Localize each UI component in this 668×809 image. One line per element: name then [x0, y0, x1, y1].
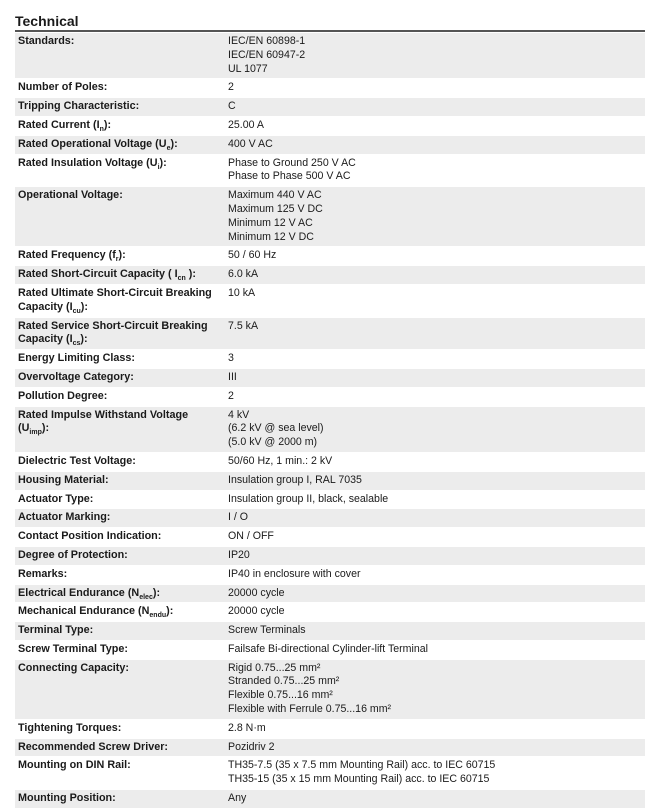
- spec-value: [225, 452, 645, 471]
- spec-label: Standards:: [15, 33, 225, 79]
- table-row: [15, 528, 645, 547]
- spec-value-line: 20000 cycle: [228, 586, 285, 599]
- table-row: [15, 471, 645, 490]
- spec-value: [225, 757, 645, 790]
- spec-label: Actuator Marking:: [15, 509, 225, 528]
- spec-value-line: I / O: [228, 511, 249, 524]
- spec-value-line: TH35-15 (35 x 15 mm Mounting Rail) acc. to IEC 60715: [228, 773, 490, 786]
- table-row: [15, 317, 645, 350]
- spec-value-line: (5.0 kV @ 2000 m): [228, 436, 318, 449]
- spec-value: [225, 266, 645, 285]
- table-row: [15, 565, 645, 584]
- spec-label: Dielectric Test Voltage:: [15, 452, 225, 471]
- table-row: [15, 79, 645, 98]
- table-row: [15, 154, 645, 187]
- spec-value: [225, 509, 645, 528]
- table-row: [15, 387, 645, 406]
- spec-value: [225, 546, 645, 565]
- spec-value-line: 6.0 kA: [228, 268, 259, 281]
- spec-value-line: 2: [228, 81, 234, 94]
- spec-value: [225, 368, 645, 387]
- spec-value-line: Minimum 12 V AC: [228, 216, 313, 229]
- spec-label: Terminal Type:: [15, 622, 225, 641]
- spec-value-line: Pozidriv 2: [228, 740, 275, 753]
- spec-value-line: 4 kV: [228, 408, 250, 421]
- spec-value: [225, 187, 645, 247]
- spec-label: Mounting Position:: [15, 790, 225, 809]
- spec-value-line: 3: [228, 352, 234, 365]
- table-row: [15, 33, 645, 79]
- spec-value-line: 50 / 60 Hz: [228, 249, 277, 262]
- spec-value-line: 20000 cycle: [228, 605, 285, 618]
- specs-table: [15, 33, 645, 809]
- spec-value-line: C: [228, 100, 236, 113]
- table-row: [15, 452, 645, 471]
- spec-value: [225, 565, 645, 584]
- spec-label: Tightening Torques:: [15, 719, 225, 738]
- table-row: [15, 247, 645, 266]
- spec-value-line: 10 kA: [228, 286, 256, 299]
- spec-label: Rated Operational Voltage $(U_e)$:: [15, 135, 225, 154]
- spec-value: [225, 719, 645, 738]
- spec-label: Mechanical Endurance $(N_{endu})$:: [15, 603, 225, 622]
- spec-value-line: ON / OFF: [228, 530, 274, 543]
- spec-label: Actuator Type:: [15, 490, 225, 509]
- spec-label: Tripping Characteristic:: [15, 98, 225, 117]
- spec-value-line: Screw Terminals: [228, 624, 306, 637]
- spec-label: Mounting on DIN Rail:: [15, 757, 225, 790]
- spec-label: Rated Short-Circuit Capacity ( $I_{cn}$ ):: [15, 266, 225, 285]
- spec-value: [225, 406, 645, 452]
- table-row: [15, 603, 645, 622]
- table-row: [15, 266, 645, 285]
- spec-value-line: 7.5 kA: [228, 319, 259, 332]
- table-row: [15, 284, 645, 317]
- table-row: [15, 546, 645, 565]
- table-row: [15, 116, 645, 135]
- spec-value-line: 400 V AC: [228, 137, 273, 150]
- spec-value-line: IP20: [228, 548, 250, 561]
- spec-label: Operational Voltage:: [15, 187, 225, 247]
- spec-label: Rated Impulse Withstand Voltage $(U_{imp})$:: [15, 406, 225, 452]
- spec-value: [225, 284, 645, 317]
- spec-label: Electrical Endurance $(N_{elec})$:: [15, 584, 225, 603]
- spec-value-line: 50/60 Hz, 1 min.: 2 kV: [228, 454, 333, 467]
- spec-label: Rated Ultimate Short-Circuit Breaking Capacity $(I_{cu})$:: [15, 284, 225, 317]
- spec-label: Recommended Screw Driver:: [15, 738, 225, 757]
- spec-label: Rated Service Short-Circuit Breaking Capacity $(I_{cs})$:: [15, 317, 225, 350]
- table-row: [15, 406, 645, 452]
- spec-value: [225, 116, 645, 135]
- spec-value: [225, 317, 645, 350]
- spec-value: [225, 490, 645, 509]
- table-row: [15, 368, 645, 387]
- spec-value-line: IEC/EN 60898-1: [228, 35, 306, 47]
- table-row: [15, 509, 645, 528]
- spec-value-line: III: [228, 370, 237, 383]
- section-title: Technical: [15, 13, 79, 29]
- spec-value-line: Phase to Ground 250 V AC: [228, 156, 356, 169]
- spec-value-line: TH35-7.5 (35 x 7.5 mm Mounting Rail) acc. to IEC 60715: [228, 759, 496, 772]
- spec-value: [225, 603, 645, 622]
- spec-label: Connecting Capacity:: [15, 659, 225, 719]
- spec-label: Screw Terminal Type:: [15, 640, 225, 659]
- table-row: [15, 738, 645, 757]
- spec-value: [225, 584, 645, 603]
- spec-value: [225, 387, 645, 406]
- table-row: [15, 490, 645, 509]
- spec-value-line: Phase to Phase 500 V AC: [228, 170, 351, 183]
- spec-label: Rated Current $(I_n)$:: [15, 116, 225, 135]
- spec-value: [225, 98, 645, 117]
- table-row: [15, 350, 645, 369]
- spec-value: [225, 659, 645, 719]
- table-row: [15, 135, 645, 154]
- spec-value-line: IP40 in enclosure with cover: [228, 567, 361, 580]
- spec-value: [225, 135, 645, 154]
- spec-label: Pollution Degree:: [15, 387, 225, 406]
- spec-value-line: 2: [228, 389, 234, 402]
- spec-value-line: (6.2 kV @ sea level): [228, 422, 324, 435]
- spec-value-line: Flexible 0.75...16 mm²: [228, 689, 333, 702]
- spec-value-line: UL 1077: [228, 62, 268, 75]
- spec-label: Degree of Protection:: [15, 546, 225, 565]
- table-row: [15, 757, 645, 790]
- table-row: [15, 719, 645, 738]
- spec-value: [225, 247, 645, 266]
- spec-label: Contact Position Indication:: [15, 528, 225, 547]
- spec-value-line: Stranded 0.75...25 mm²: [228, 675, 340, 688]
- spec-label: Remarks:: [15, 565, 225, 584]
- table-row: [15, 98, 645, 117]
- spec-label: Housing Material:: [15, 471, 225, 490]
- table-row: [15, 187, 645, 247]
- spec-value-line: IEC/EN 60947-2: [228, 48, 306, 61]
- spec-value-line: Insulation group II, black, sealable: [228, 492, 389, 505]
- spec-value-line: Failsafe Bi-directional Cylinder-lift Terminal: [228, 642, 428, 655]
- spec-label: Energy Limiting Class:: [15, 350, 225, 369]
- spec-label: Rated Frequency $(f_r)$:: [15, 247, 225, 266]
- spec-label: Number of Poles:: [15, 79, 225, 98]
- table-row: [15, 640, 645, 659]
- table-row: [15, 622, 645, 641]
- spec-value: [225, 33, 645, 79]
- spec-value-line: Maximum 125 V DC: [228, 202, 323, 215]
- spec-value-line: Minimum 12 V DC: [228, 230, 314, 243]
- spec-label: Overvoltage Category:: [15, 368, 225, 387]
- table-row: [15, 659, 645, 719]
- spec-value-line: Flexible with Ferrule 0.75...16 mm²: [228, 703, 392, 716]
- spec-value-line: Rigid 0.75...25 mm²: [228, 661, 321, 674]
- spec-value: [225, 640, 645, 659]
- spec-value: [225, 738, 645, 757]
- spec-value: [225, 154, 645, 187]
- spec-value: [225, 622, 645, 641]
- spec-value-line: Maximum 440 V AC: [228, 189, 322, 202]
- spec-value: [225, 528, 645, 547]
- section-divider: [15, 30, 645, 32]
- spec-value: [225, 790, 645, 809]
- spec-value: [225, 79, 645, 98]
- spec-value: [225, 350, 645, 369]
- spec-value-line: 25.00 A: [228, 118, 264, 131]
- table-row: [15, 790, 645, 809]
- spec-value-line: 2.8 N·m: [228, 721, 266, 734]
- spec-label: Rated Insulation Voltage $(U_i)$:: [15, 154, 225, 187]
- table-row: [15, 584, 645, 603]
- spec-value: [225, 471, 645, 490]
- spec-value-line: Any: [228, 792, 247, 805]
- spec-value-line: Insulation group I, RAL 7035: [228, 473, 362, 486]
